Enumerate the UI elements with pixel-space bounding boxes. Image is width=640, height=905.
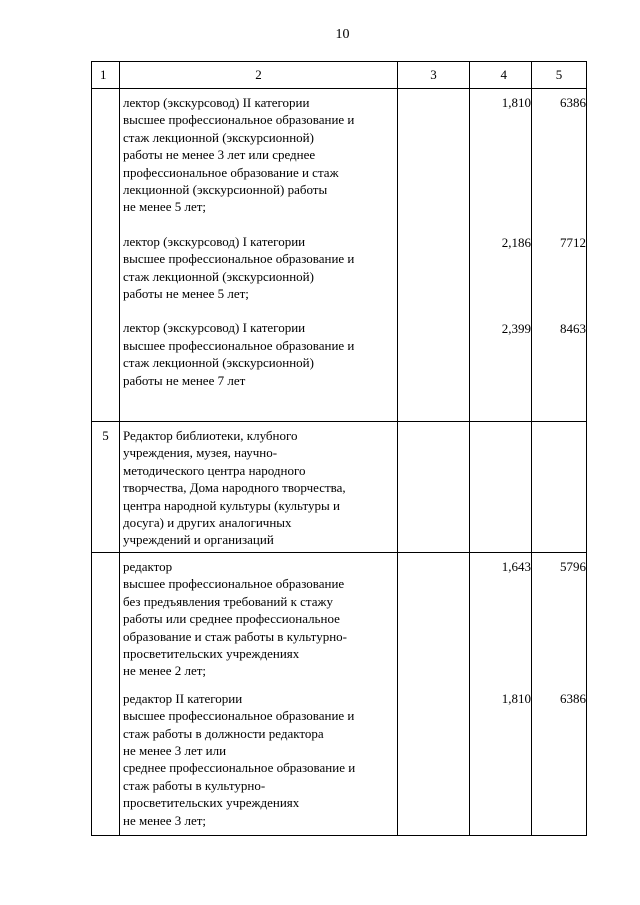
row-number-cell: 5 bbox=[92, 422, 120, 553]
table-row bbox=[92, 422, 587, 553]
position-text: лектор (экскурсовод) I категории высшее профессиональное образование и стаж лекционной (экскурсионной) работы не менее 5 лет; bbox=[123, 233, 355, 302]
salary-value: 6386 bbox=[560, 95, 586, 110]
section-title-text: Редактор библиотеки, клубного учреждения, музея, научно- методического центра народного творчества, Дома народного творчества, центра народной культуры (культуры и досуга) и других аналогичных учреждений и организаций bbox=[123, 428, 346, 548]
coefficient-value: 2,399 bbox=[501, 321, 531, 336]
position-cell bbox=[120, 553, 398, 836]
column-header-2: 2 bbox=[120, 62, 398, 89]
empty-cell bbox=[470, 422, 532, 553]
coefficient-value: 1,810 bbox=[501, 691, 531, 706]
empty-cell bbox=[398, 422, 470, 553]
empty-cell bbox=[398, 553, 470, 836]
coefficient-value: 1,810 bbox=[501, 95, 531, 110]
table-header-row bbox=[92, 62, 587, 89]
row-number-cell bbox=[92, 89, 120, 422]
coefficient-cell bbox=[470, 553, 532, 836]
table-row bbox=[92, 89, 587, 422]
position-text: лектор (экскурсовод) I категории высшее профессиональное образование и стаж лекционной (экскурсионной) работы не менее 7 лет bbox=[123, 320, 355, 388]
salary-cell bbox=[532, 553, 587, 836]
position-cell bbox=[120, 89, 398, 422]
page-number: 10 bbox=[335, 27, 350, 42]
position-text: редактор II категории высшее профессиональное образование и стаж работы в должности редактора не менее 3 лет или среднее профессиональное образование и стаж работы в культурно- просветительских учреждениях не менее 3 лет; bbox=[123, 690, 356, 828]
salary-value: 7712 bbox=[560, 235, 586, 250]
coefficient-value: 1,643 bbox=[501, 559, 531, 574]
tariff-table bbox=[91, 61, 587, 836]
position-text: лектор (экскурсовод) II категории высшее профессиональное образование и стаж лекционной (экскурсионной) работы не менее 3 лет или среднее профессиональное образование и стаж лекционной (экскурсионной) работы не менее 5 лет; bbox=[123, 95, 355, 215]
salary-value: 6386 bbox=[560, 691, 586, 706]
position-text: редактор высшее профессиональное образование без предъявления требований к стажу работы или среднее профессиональное образование и стаж работы в культурно- просветительских учреждениях не менее 2 лет; bbox=[123, 559, 347, 679]
column-header-4: 4 bbox=[470, 62, 532, 89]
salary-cell bbox=[532, 89, 587, 422]
salary-value: 8463 bbox=[560, 321, 586, 336]
empty-cell bbox=[532, 422, 587, 553]
coefficient-value: 2,186 bbox=[501, 235, 531, 250]
column-header-3: 3 bbox=[398, 62, 470, 89]
salary-value: 5796 bbox=[560, 559, 586, 574]
table-row bbox=[92, 553, 587, 836]
section-title-cell bbox=[120, 422, 398, 553]
column-header-1: 1 bbox=[92, 62, 120, 89]
coefficient-cell bbox=[470, 89, 532, 422]
empty-cell bbox=[398, 89, 470, 422]
row-number-cell bbox=[92, 553, 120, 836]
column-header-5: 5 bbox=[532, 62, 587, 89]
